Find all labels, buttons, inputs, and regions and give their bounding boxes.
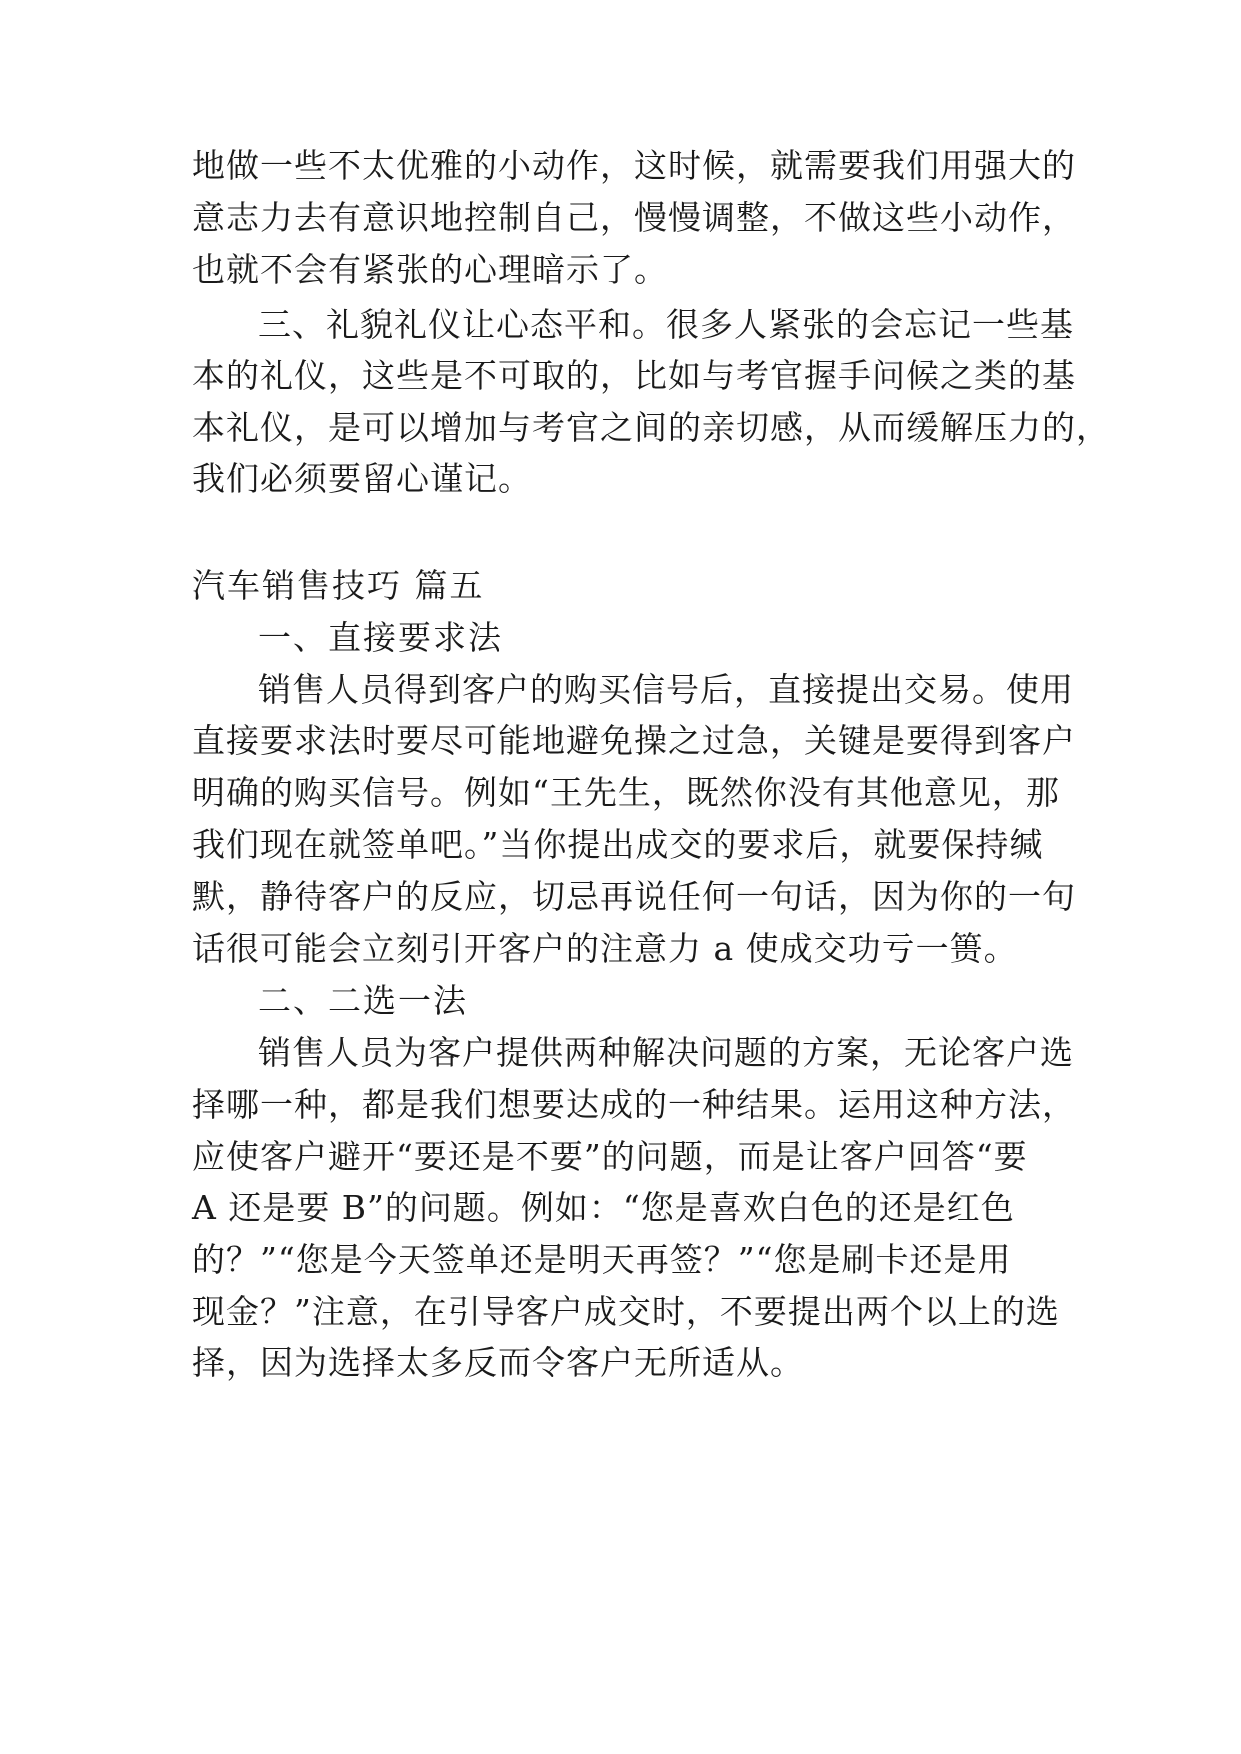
paragraph-line: 销售人员为客户提供两种解决问题的方案，无论客户选 — [258, 1033, 1074, 1072]
paragraph-line: 销售人员得到客户的购买信号后，直接提出交易。使用 — [258, 670, 1074, 709]
paragraph-line: 默，静待客户的反应，切忌再说任何一句话，因为你的一句 — [192, 877, 1076, 916]
subheading: 一、直接要求法 — [258, 618, 503, 657]
paragraph-line: 直接要求法时要尽可能地避免操之过急，关键是要得到客户 — [192, 721, 1076, 760]
paragraph-line: 本的礼仪，这些是不可取的，比如与考官握手问候之类的基 — [192, 356, 1076, 395]
subheading: 二、二选一法 — [258, 981, 468, 1020]
paragraph-line: 我们必须要留心谨记。 — [192, 459, 532, 498]
paragraph-line: 话很可能会立刻引开客户的注意力 a 使成交功亏一篑。 — [192, 929, 1018, 968]
paragraph-line: 应使客户避开“要还是不要”的问题，而是让客户回答“要 — [192, 1137, 1028, 1176]
section-title: 汽车销售技巧 篇五 — [192, 566, 485, 605]
paragraph-line: 三、礼貌礼仪让心态平和。很多人紧张的会忘记一些基 — [258, 305, 1074, 344]
paragraph-line: A 还是要 B”的问题。例如：“您是喜欢白色的还是红色 — [192, 1188, 1015, 1227]
paragraph-line: 明确的购买信号。例如“王先生，既然你没有其他意见，那 — [192, 773, 1060, 812]
paragraph-line: 地做一些不太优雅的小动作，这时候，就需要我们用强大的 — [192, 146, 1076, 185]
paragraph-line: 择，因为选择太多反而令客户无所适从。 — [192, 1343, 804, 1382]
paragraph-line: 我们现在就签单吧。”当你提出成交的要求后，就要保持缄 — [192, 825, 1044, 864]
paragraph-line: 择哪一种，都是我们想要达成的一种结果。运用这种方法， — [192, 1085, 1076, 1124]
paragraph-line: 本礼仪，是可以增加与考官之间的亲切感，从而缓解压力的， — [192, 408, 1110, 447]
paragraph-line: 现金？”注意，在引导客户成交时，不要提出两个以上的选 — [192, 1292, 1060, 1331]
paragraph-line: 意志力去有意识地控制自己，慢慢调整，不做这些小动作， — [192, 198, 1076, 237]
paragraph-line: 也就不会有紧张的心理暗示了。 — [192, 250, 668, 289]
paragraph-line: 的？”“您是今天签单还是明天再签？”“您是刷卡还是用 — [192, 1240, 1012, 1279]
